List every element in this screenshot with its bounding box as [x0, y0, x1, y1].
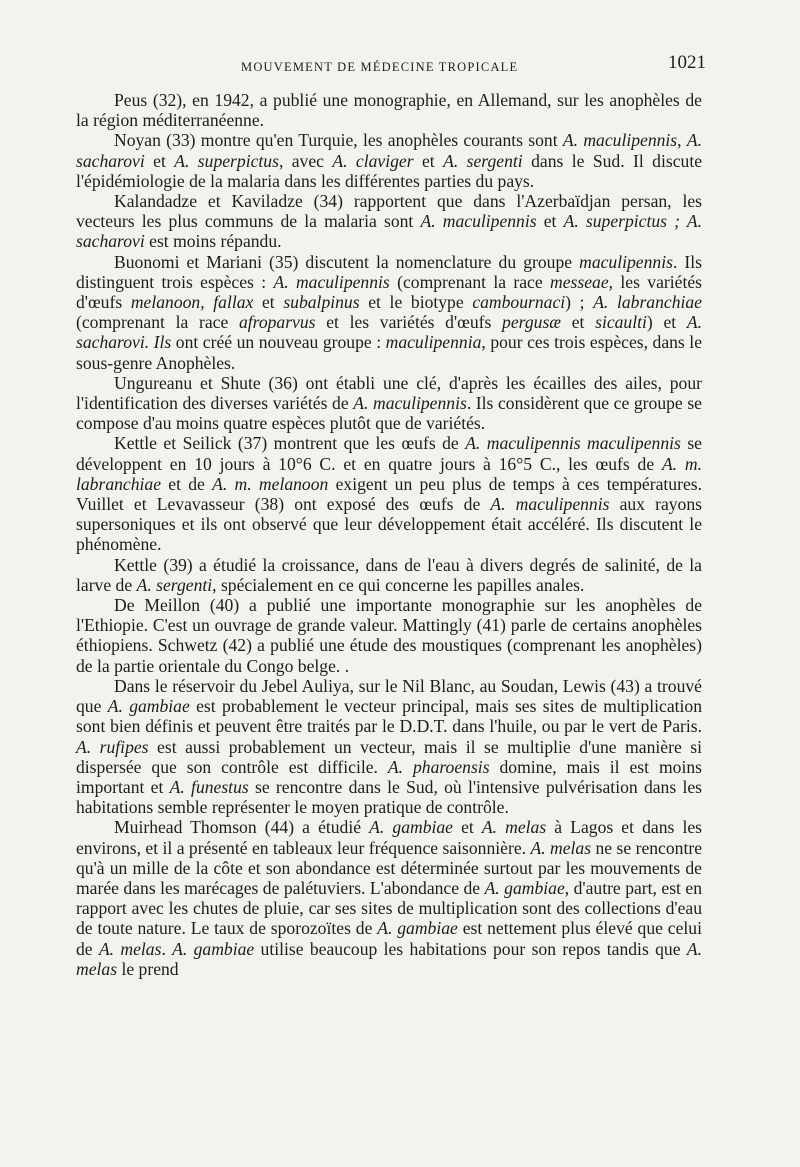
- text-run: et: [144, 150, 175, 171]
- text-run: , spécialement en ce qui concerne les papilles anales.: [212, 574, 585, 595]
- italic-text-run: cambournaci: [472, 292, 566, 313]
- text-run: Noyan (33) montre qu'en Turquie, les anophèles courants sont: [114, 130, 563, 151]
- text-run: et: [536, 211, 564, 232]
- italic-text-run: maculipennia: [385, 332, 482, 353]
- italic-text-run: A. maculipennis: [273, 271, 390, 292]
- text-run: dans le Sud. Il discute l'épidémiologie de la malaria dans les différentes parties du pays.: [76, 150, 703, 191]
- text-run: Kettle (39) a étudié la croissance, dans de l'eau à divers degrés de salinité, de la larve de: [76, 554, 702, 595]
- italic-text-run: A. m. labranchiae: [76, 453, 702, 494]
- italic-text-run: A. superpictus ; A. sacharovi: [76, 211, 702, 252]
- paragraph: [76, 433, 702, 554]
- text-run: , pour ces trois espèces, dans le sous-genre Anophèles.: [76, 332, 703, 373]
- italic-text-run: A. melas: [530, 837, 592, 858]
- text-run: Muirhead Thomson (44) a étudié: [114, 817, 370, 838]
- italic-text-run: maculipennis: [579, 251, 673, 272]
- text-run: , d'autre part, est en rapport avec les chutes de pluie, car ses sites de multiplication sont des collections d'eau de toute nature. Le taux de sporozoïtes de: [76, 877, 703, 939]
- italic-text-run: A. gambiae: [369, 817, 453, 838]
- paragraph: [76, 130, 702, 191]
- italic-text-run: A. labranchiae: [593, 292, 702, 313]
- text-run: se rencontre dans le Sud, où l'intensive pulvérisation dans les habitations semble représenter le moyen pratique de contrôle.: [76, 776, 703, 818]
- paragraph: [76, 252, 702, 373]
- italic-text-run: A. gambiae: [172, 938, 255, 959]
- text-run: et les variétés d'œufs: [315, 312, 503, 333]
- text-run: est moins répandu.: [144, 231, 282, 252]
- text-run: , les variétés d'œufs: [76, 271, 702, 313]
- text-run: Kettle et Seilick (37) montrent que les œufs de: [114, 433, 466, 454]
- paragraph: [76, 90, 702, 130]
- italic-text-run: A. pharoensis: [387, 756, 490, 777]
- text-run: se développent en 10 jours à 10°6 C. et en quatre jours à 16°5 C., les œufs de: [76, 433, 702, 474]
- italic-text-run: afroparvus: [238, 312, 316, 333]
- text-run: et: [253, 292, 284, 313]
- italic-text-run: A. melas: [76, 938, 702, 979]
- text-run: et: [561, 312, 596, 333]
- italic-text-run: A. maculipennis: [420, 211, 537, 232]
- text-run: (comprenant la race: [389, 271, 551, 292]
- text-run: aux rayons supersoniques et ils ont observé que leur développement était accéléré. Ils discutent le phénomène.: [76, 494, 702, 555]
- text-run: Kalandadze et Kaviladze (34) rapportent que dans l'Azerbaïdjan persan, les vecteurs les plus communs de la malaria sont: [76, 191, 702, 232]
- italic-text-run: A. rufipes: [76, 736, 149, 757]
- italic-text-run: A. claviger: [332, 150, 414, 171]
- text-run: ) ;: [565, 292, 594, 313]
- page-header: [76, 52, 706, 86]
- text-run: le prend: [117, 958, 179, 979]
- italic-text-run: A. melas: [481, 817, 547, 838]
- text-run: et: [413, 150, 444, 171]
- text-run: De Meillon (40) a publié une importante monographie sur les anophèles de l'Ethiopie. C'est un ouvrage de grande valeur. Mattingly (41) parle de certains anophèles éthiopiens. Schwetz (42) a publié une étude des moustiques (comprenant les anophèles) de la partie orientale du Congo belge. .: [76, 595, 702, 676]
- italic-text-run: A. maculipennis: [490, 494, 610, 515]
- text-run: et de: [161, 473, 213, 494]
- text-run: ) et: [646, 312, 687, 333]
- italic-text-run: messeae: [550, 271, 609, 292]
- text-run: et le biotype: [359, 292, 473, 313]
- text-run: et: [453, 817, 482, 838]
- page-number: 1021: [668, 52, 706, 73]
- italic-text-run: A. maculipennis maculipennis: [465, 433, 681, 454]
- text-run: . Ils considèrent que ce groupe se compose d'au moins quatre espèces plutôt que de variétés.: [76, 393, 702, 434]
- text-run: est nettement plus élevé que celui de: [76, 918, 702, 959]
- paragraph: [76, 191, 702, 252]
- text-run: Ungureanu et Shute (36) ont établi une clé, d'après les écailles des ailes, pour l'identification des diverses variétés de: [76, 372, 702, 414]
- italic-text-run: A. superpictus: [174, 150, 279, 171]
- text-run: ne se rencontre qu'à un mille de la côte et son abondance est déterminée surtout par les mouvements de marée dans les marécages de palétuviers. L'abondance de: [76, 837, 703, 898]
- italic-text-run: A. gambiae: [377, 918, 458, 939]
- italic-text-run: A. m. melanoon: [212, 473, 329, 494]
- italic-text-run: A. sergenti: [136, 574, 213, 595]
- italic-text-run: pergusæ: [502, 312, 562, 333]
- italic-text-run: A. sergenti: [443, 150, 523, 171]
- paragraph: [76, 555, 702, 595]
- italic-text-run: A. sacharovi: [76, 130, 702, 171]
- paragraph: [76, 676, 702, 817]
- text-run: ,: [677, 130, 687, 151]
- text-run: utilise beaucoup les habitations pour son repos tandis que: [254, 938, 687, 959]
- text-run: Peus (32), en 1942, a publié une monographie, en Allemand, sur les anophèles de la région méditerranéenne.: [76, 90, 702, 131]
- italic-text-run: A. maculipennis: [562, 130, 678, 151]
- text-run: , avec: [278, 150, 333, 171]
- text-run: (comprenant la race: [76, 312, 239, 333]
- running-title: MOUVEMENT DE MÉDECINE TROPICALE: [241, 60, 519, 74]
- italic-text-run: subalpinus: [283, 292, 360, 313]
- italic-text-run: A. funestus: [169, 776, 249, 797]
- text-run: est aussi probablement un vecteur, mais il se multiplie d'une manière si dispersée que son contrôle est difficile.: [76, 736, 703, 777]
- text-run: .: [161, 938, 173, 959]
- italic-text-run: A. sacharovi. Ils: [76, 312, 702, 353]
- italic-text-run: A. gambiae: [107, 696, 190, 717]
- body-text: [76, 90, 702, 979]
- text-run: Buonomi et Mariani (35) discutent la nomenclature du groupe: [114, 251, 580, 272]
- paragraph: [76, 373, 702, 434]
- text-run: . Ils distinguent trois espèces :: [76, 251, 703, 292]
- text-run: est probablement le vecteur principal, mais ses sites de multiplication sont bien définis et peuvent être traités par le D.D.T. dans l'huile, ou par le vert de Paris.: [76, 696, 702, 737]
- italic-text-run: A. maculipennis: [353, 393, 467, 414]
- italic-text-run: A. melas: [98, 938, 162, 959]
- text-run: Dans le réservoir du Jebel Auliya, sur le Nil Blanc, au Soudan, Lewis (43) a trouvé que: [76, 675, 702, 717]
- text-run: domine, mais il est moins important et: [76, 756, 702, 797]
- italic-text-run: A. gambiae: [484, 877, 565, 898]
- paragraph: [76, 595, 702, 676]
- italic-text-run: melanoon, fallax: [130, 292, 254, 313]
- text-run: exigent un peu plus de temps à ces températures. Vuillet et Levavasseur (38) ont exposé des œufs de: [76, 473, 703, 515]
- paragraph: [76, 817, 702, 979]
- italic-text-run: sicaulti: [595, 312, 647, 333]
- text-run: à Lagos et dans les environs, et il a présenté en tableaux leur fréquence saisonnière.: [76, 817, 702, 858]
- text-run: ont créé un nouveau groupe :: [171, 332, 386, 353]
